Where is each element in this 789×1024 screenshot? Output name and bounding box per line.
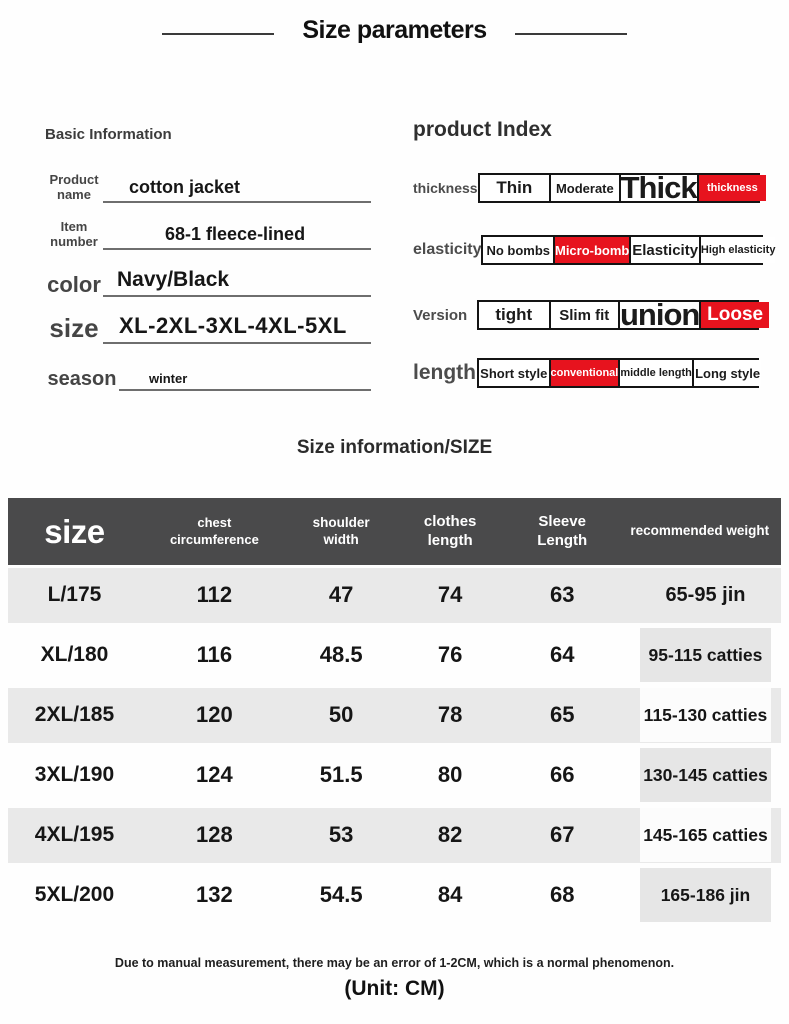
index-option-long-style: Long style (692, 360, 762, 386)
header-cell-1: size (44, 512, 105, 550)
title-row (0, 16, 789, 45)
cell-1: L/175 (47, 583, 102, 606)
unit-label: (Unit: CM) (344, 977, 445, 1000)
index-option-no-bombs: No bombs (483, 237, 553, 263)
index-option-elasticity: Elasticity (629, 237, 699, 263)
cell-6 (619, 568, 781, 622)
index-label-thickness: thickness (413, 180, 478, 196)
index-option-slim-fit: Slim fit (549, 302, 619, 328)
field-label-season: season (47, 368, 117, 390)
cell-6 (619, 808, 781, 862)
weight-value: 115-130 catties (640, 688, 771, 742)
cell-4: 82 (437, 822, 463, 847)
index-option-union: union (620, 297, 700, 332)
header-cell-5: Sleeve Length (537, 512, 588, 549)
index-label-version: Version (413, 306, 468, 324)
header-cell-6: recommended weight (630, 523, 770, 539)
index-bar-version (477, 297, 764, 332)
field-value-item-number: 68-1 fleece-lined (103, 224, 371, 250)
field-season (45, 344, 371, 391)
cell-5: 63 (549, 582, 575, 607)
cell-1: 2XL/185 (34, 703, 115, 726)
field-label-size: size (49, 313, 99, 344)
index-option-conventional: conventional (549, 360, 619, 386)
field-label-item-number: Item number (50, 219, 98, 250)
cell-1: 5XL/200 (34, 883, 115, 906)
cell-5: 65 (549, 702, 575, 727)
index-bar-length (477, 358, 759, 388)
index-option-thickness: thickness (697, 175, 767, 201)
cell-3: 47 (328, 582, 354, 607)
index-option-moderate: Moderate (549, 175, 619, 201)
weight-value: 165-186 jin (640, 868, 771, 922)
title-rule-right (515, 33, 627, 35)
index-option-short-style: Short style (479, 360, 549, 386)
field-label-product-name: Product name (49, 172, 99, 203)
cell-4: 80 (437, 762, 463, 787)
index-row-version (413, 297, 765, 332)
title-rule-left (162, 33, 274, 35)
cell-3: 53 (328, 822, 354, 847)
basic-information-heading: Basic Information (45, 126, 172, 143)
table-row-4xl-195 (8, 805, 781, 865)
basic-information-fields (45, 156, 371, 391)
cell-1: 4XL/195 (34, 823, 115, 846)
cell-4: 76 (437, 642, 463, 667)
footer (0, 956, 789, 1001)
basic-information-section (45, 126, 371, 391)
index-row-elasticity (413, 235, 776, 265)
cell-4: 78 (437, 702, 463, 727)
field-value-season: winter (119, 371, 371, 391)
field-size (45, 297, 371, 344)
size-table-body (8, 565, 781, 925)
cell-6 (619, 688, 781, 742)
cell-4: 74 (437, 582, 463, 607)
index-row-length (413, 358, 765, 388)
index-option-micro-bomb: Micro-bomb (553, 237, 629, 263)
cell-2: 128 (196, 822, 233, 847)
field-value-color: Navy/Black (103, 268, 371, 297)
page-title: Size parameters (302, 16, 487, 44)
cell-6 (619, 628, 781, 682)
cell-3: 50 (328, 702, 354, 727)
cell-4: 84 (437, 882, 463, 907)
table-row-xl-180 (8, 625, 781, 685)
size-table (8, 498, 781, 925)
product-index-rows (413, 170, 776, 388)
cell-3: 54.5 (319, 882, 363, 907)
cell-2: 124 (196, 762, 233, 787)
header-cell-3: shoulder width (312, 514, 370, 547)
cell-2: 116 (196, 642, 233, 667)
table-row-2xl-185 (8, 685, 781, 745)
index-label-elasticity: elasticity (413, 241, 482, 258)
cell-5: 66 (549, 762, 575, 787)
field-value-size: XL-2XL-3XL-4XL-5XL (103, 313, 371, 344)
cell-5: 67 (549, 822, 575, 847)
index-bar-elasticity (481, 235, 776, 265)
index-label-length: length (413, 361, 476, 384)
weight-value: 145-165 catties (640, 808, 771, 862)
index-option-tight: tight (479, 302, 549, 328)
index-option-loose: Loose (699, 302, 769, 328)
cell-3: 48.5 (319, 642, 363, 667)
cell-5: 64 (549, 642, 575, 667)
cell-5: 68 (549, 882, 575, 907)
cell-3: 51.5 (319, 762, 363, 787)
product-index-heading: product Index (413, 118, 552, 141)
cell-2: 112 (196, 582, 233, 607)
header-cell-2: chest circumference (169, 515, 259, 547)
cell-1: XL/180 (40, 643, 109, 666)
size-table-header (8, 498, 781, 565)
cell-6 (619, 748, 781, 802)
index-option-middle-length: middle length (618, 360, 692, 386)
table-row-l-175 (8, 565, 781, 625)
field-color (45, 250, 371, 297)
table-row-3xl-190 (8, 745, 781, 805)
index-bar-thickness (478, 170, 760, 205)
table-row-5xl-200 (8, 865, 781, 925)
field-item-number (45, 203, 371, 250)
cell-2: 120 (196, 702, 233, 727)
field-label-color: color (47, 271, 101, 297)
index-option-high-elasticity: High elasticity (699, 237, 776, 263)
field-value-product-name: cotton jacket (103, 177, 371, 203)
index-option-thin: Thin (480, 175, 550, 201)
field-product-name (45, 156, 371, 203)
measurement-note: Due to manual measurement, there may be an error of 1-2CM, which is a normal phenomenon. (114, 956, 675, 970)
cell-6 (619, 868, 781, 922)
cell-2: 132 (196, 882, 233, 907)
size-information-heading: Size information/SIZE (296, 437, 493, 458)
weight-value: 65-95 jin (665, 583, 746, 606)
index-option-thick: Thick (620, 170, 697, 205)
weight-value: 95-115 catties (640, 628, 771, 682)
product-index-section (413, 118, 776, 388)
weight-value: 130-145 catties (640, 748, 771, 802)
header-cell-4: clothes length (423, 512, 477, 549)
cell-1: 3XL/190 (34, 763, 115, 786)
index-row-thickness (413, 170, 765, 205)
